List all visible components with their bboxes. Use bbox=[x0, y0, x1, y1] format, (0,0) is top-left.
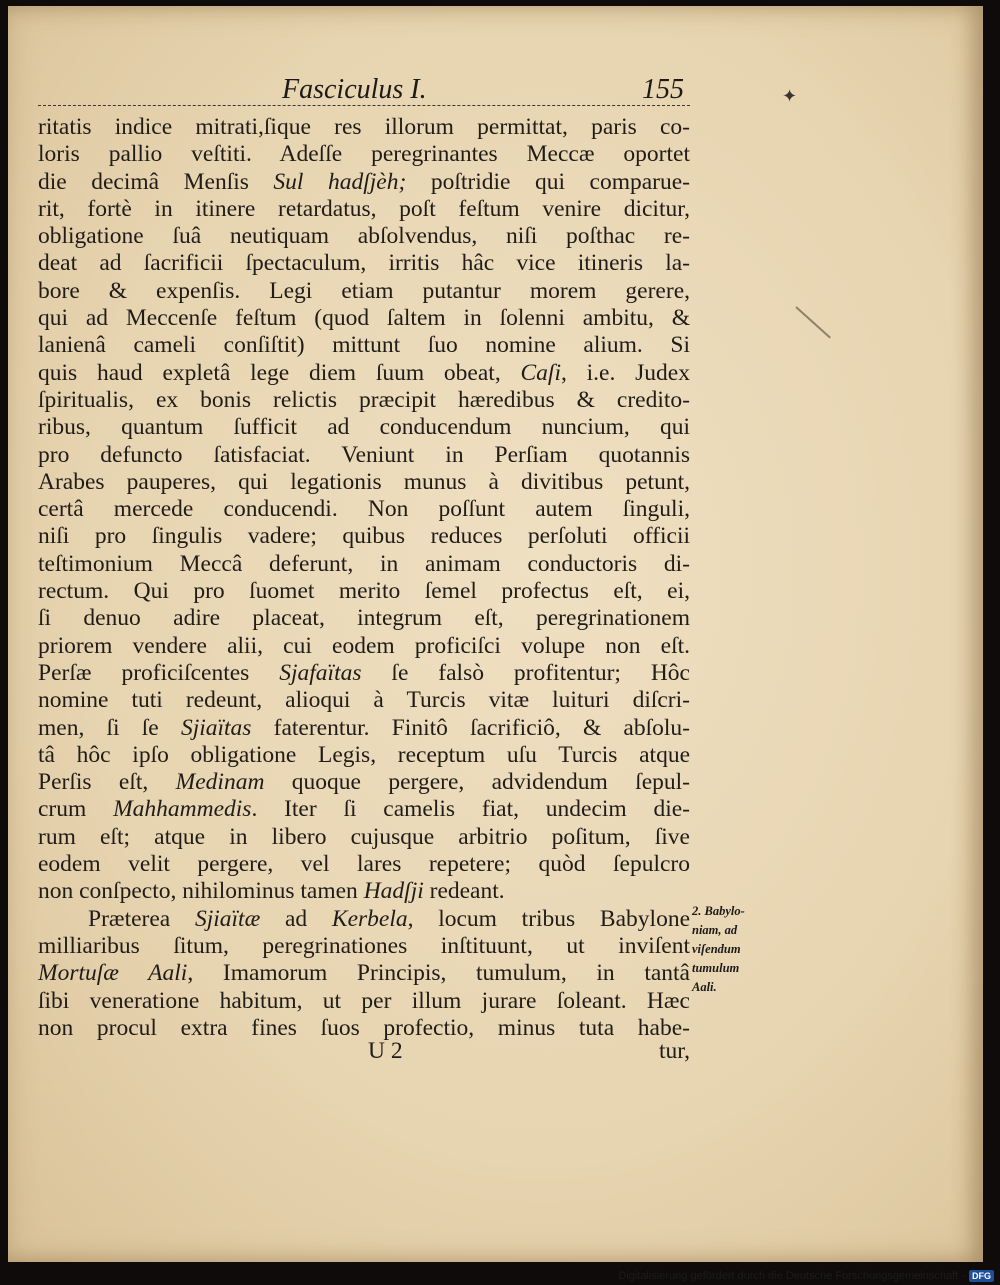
text-line: loris pallio veſtiti. Adeſſe peregrinantes Meccæ oportet bbox=[38, 141, 690, 168]
text-line: ribus, quantum ſufficit ad conducendum nuncium, qui bbox=[38, 414, 690, 441]
text-line: ſi denuo adire placeat, integrum eſt, peregrinationem bbox=[38, 605, 690, 632]
header-rule bbox=[38, 105, 690, 106]
text-line: obligatione ſuâ neutiquam abſolvendus, niſi poſthac re- bbox=[38, 223, 690, 250]
signature-mark: U 2 bbox=[368, 1038, 403, 1064]
text-line: bore & expenſis. Legi etiam putantur morem gerere, bbox=[38, 277, 690, 304]
text-line: rit, fortè in itinere retardatus, poſt feſtum venire dicitur, bbox=[38, 195, 690, 222]
text-line: Mortuſæ Aali, Imamorum Principis, tumulum, in tantâ bbox=[38, 960, 690, 987]
dfg-logo: DFG bbox=[969, 1270, 994, 1282]
text-line: die decimâ Menſis Sul hadſjèh; poſtridie qui comparue- bbox=[38, 168, 690, 195]
credit-bar bbox=[618, 1268, 994, 1283]
text-line: ritatis indice mitrati,ſique res illorum permittat, paris co- bbox=[38, 114, 690, 140]
text-line: Arabes pauperes, qui legationis munus à divitibus petunt, bbox=[38, 468, 690, 495]
text-line: priorem vendere alii, cui eodem proficiſci volupe non eſt. bbox=[38, 632, 690, 659]
text-line: nomine tuti redeunt, alioqui à Turcis vitæ luituri diſcri- bbox=[38, 687, 690, 714]
text-line: Perſæ proficiſcentes Sjafaïtas ſe falsò profitentur; Hôc bbox=[38, 659, 690, 686]
text-line: eodem velit pergere, vel lares repetere; quòd ſepulcro bbox=[38, 851, 690, 878]
text-line: crum Mahhammedis. Iter ſi camelis fiat, undecim die- bbox=[38, 796, 690, 823]
text-line: rum eſt; atque in libero cujusque arbitrio poſitum, ſive bbox=[38, 823, 690, 850]
text-line: pro defuncto ſatisfaciat. Veniunt in Perſiam quotannis bbox=[38, 441, 690, 468]
body-text bbox=[38, 114, 690, 1042]
margin-note-line: Aali. bbox=[692, 980, 717, 994]
text-line: deat ad ſacrificii ſpectaculum, irritis hâc vice itineris la- bbox=[38, 250, 690, 277]
text-line: tâ hôc ipſo obligatione Legis, receptum uſu Turcis atque bbox=[38, 741, 690, 768]
running-header bbox=[38, 74, 690, 108]
text-line: teſtimonium Meccâ deferunt, in animam conductoris di- bbox=[38, 550, 690, 577]
text-line: quis haud expletâ lege diem ſuum obeat, Caſi, i.e. Judex bbox=[38, 359, 690, 386]
ink-mark-icon: ✦ bbox=[782, 86, 798, 106]
text-line: Præterea Sjiaïtæ ad Kerbela, locum tribus Babylone bbox=[88, 905, 690, 932]
text-line: qui ad Meccenſe feſtum (quod ſaltem in ſolenni ambitu, & bbox=[38, 305, 690, 332]
credit-text: Digitalisierung gefördert durch die Deutsche Forschungsgemeinschaft - bbox=[618, 1269, 965, 1282]
margin-note-line: niam, ad bbox=[692, 923, 738, 937]
margin-note-line: viſendum bbox=[692, 942, 741, 956]
text-line: non procul extra fines ſuos profectio, minus tuta habe- bbox=[38, 1014, 690, 1041]
catchword: tur, bbox=[658, 1038, 690, 1064]
margin-note-line: tumulum bbox=[692, 961, 740, 975]
running-title: Fasciculus I. bbox=[282, 74, 427, 105]
text-line: ſpiritualis, ex bonis relictis præcipit hæredibus & credito- bbox=[38, 386, 690, 413]
page-footer bbox=[38, 1038, 690, 1068]
text-line: non conſpecto, nihilominus tamen Hadſji redeant. bbox=[38, 878, 505, 905]
text-line: rectum. Qui pro ſuomet merito ſemel profectus eſt, ei, bbox=[38, 578, 690, 605]
page-number: 155 bbox=[642, 74, 684, 105]
text-line: Perſis eſt, Medinam quoque pergere, advidendum ſepul- bbox=[38, 769, 690, 796]
margin-note-line: 2. Babylo- bbox=[692, 904, 745, 918]
text-line: men, ſi ſe Sjiaïtas faterentur. Finitô ſacrificiô, & abſolu- bbox=[38, 714, 690, 741]
text-line: certâ mercede conducendi. Non poſſunt autem ſinguli, bbox=[38, 496, 690, 523]
text-line: milliaribus ſitum, peregrinationes inſtituunt, ut inviſent bbox=[38, 932, 690, 959]
paper-stain-mark bbox=[795, 306, 831, 338]
text-line: ſibi veneratione habitum, ut per illum jurare ſoleant. Hæc bbox=[38, 987, 690, 1014]
margin-note bbox=[692, 902, 772, 997]
text-line: niſi pro ſingulis vadere; quibus reduces perſoluti officii bbox=[38, 523, 690, 550]
text-line: lanienâ cameli conſiſtit) mittunt ſuo nomine alium. Si bbox=[38, 332, 690, 359]
